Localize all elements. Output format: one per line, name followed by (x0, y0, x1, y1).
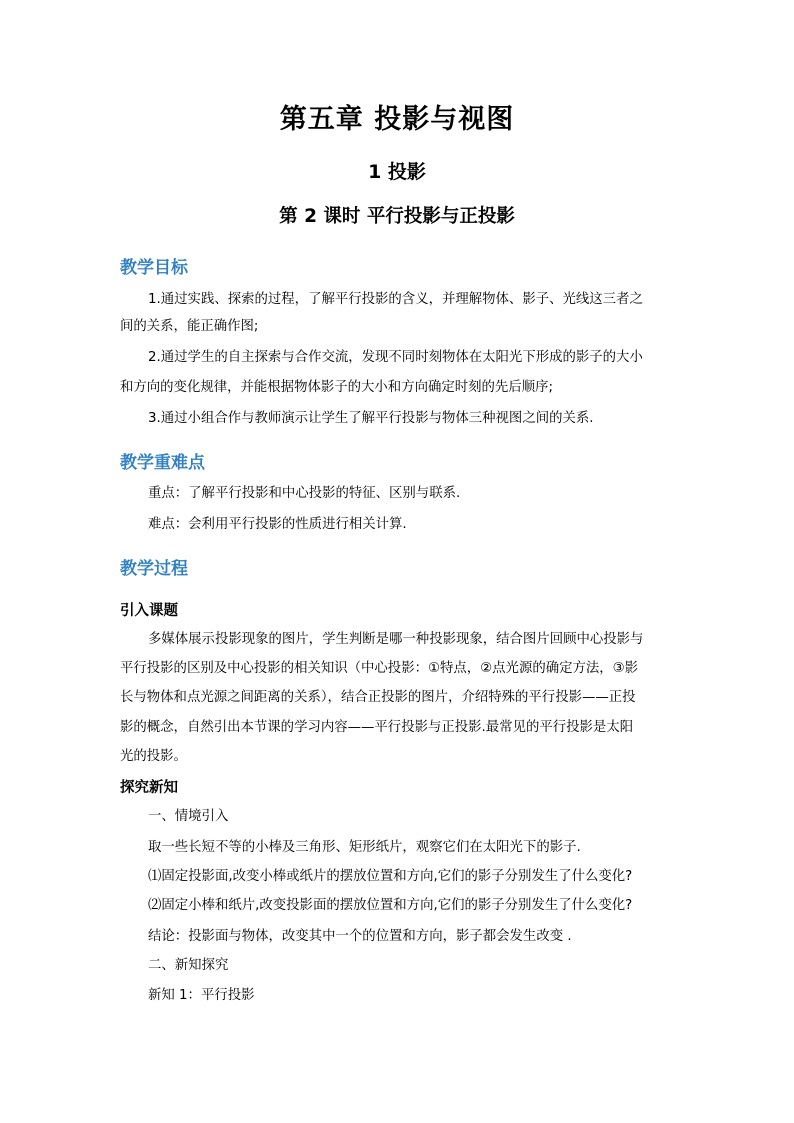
intro-line: 长与物体和点光源之间距离的关系），结合正投影的图片，介绍特殊的平行投影——正投 (120, 690, 636, 705)
keypoint-line: 重点：了解平行投影和中心投影的特征、区别与联系. (148, 486, 461, 501)
lesson-title: 第 2 课时 平行投影与正投影 (279, 206, 515, 227)
explore-line: 二、新知探究 (148, 958, 229, 973)
explore-line: 结论：投影面与物体，改变其中一个的位置和方向，影子都会发生改变 . (148, 929, 572, 944)
explore-subheading: 探究新知 (120, 780, 178, 796)
difficulty-line: 难点：会利用平行投影的性质进行相关计算. (148, 517, 407, 532)
objective-line: 1.通过实践、探索的过程，了解平行投影的含义，并理解物体、影子、光线这三者之 (148, 292, 643, 307)
objective-line: 2.通过学生的自主探索与合作交流，发现不同时刻物体在太阳光下形成的影子的大小 (148, 350, 643, 365)
objective-line: 3.通过小组合作与教师演示让学生了解平行投影与物体三种视图之间的关系. (148, 411, 594, 426)
explore-line: ⑵固定小棒和纸片,改变投影面的摆放位置和方向,它们的影子分别发生了什么变化? (148, 898, 633, 913)
objective-line: 间的关系，能正确作图; (120, 319, 259, 334)
intro-line: 平行投影的区别及中心投影的相关知识（中心投影：①特点，②点光源的确定方法，③影 (120, 661, 639, 676)
objective-line: 和方向的变化规律，并能根据物体影子的大小和方向确定时刻的先后顺序; (120, 380, 554, 395)
chapter-title: 第五章 投影与视图 (279, 104, 515, 135)
explore-line: 一、情境引入 (148, 809, 229, 824)
intro-line: 多媒体展示投影现象的图片，学生判断是哪一种投影现象，结合图片回顾中心投影与 (148, 632, 644, 647)
intro-line: 光的投影。 (120, 749, 187, 764)
explore-line: 取一些长短不等的小棒及三角形、矩形纸片，观察它们在太阳光下的影子. (148, 840, 581, 855)
explore-line: ⑴固定投影面,改变小棒或纸片的摆放位置和方向,它们的影子分别发生了什么变化? (148, 869, 633, 884)
intro-line: 影的概念，自然引出本节课的学习内容——平行投影与正投影.最常见的平行投影是太阳 (120, 720, 634, 735)
section-title: 1 投影 (368, 161, 426, 183)
explore-line: 新知 1：平行投影 (148, 988, 255, 1003)
intro-subheading: 引入课题 (120, 603, 178, 619)
process-heading: 教学过程 (120, 559, 188, 579)
keypoints-heading: 教学重难点 (120, 453, 205, 473)
objectives-heading: 教学目标 (120, 258, 188, 278)
